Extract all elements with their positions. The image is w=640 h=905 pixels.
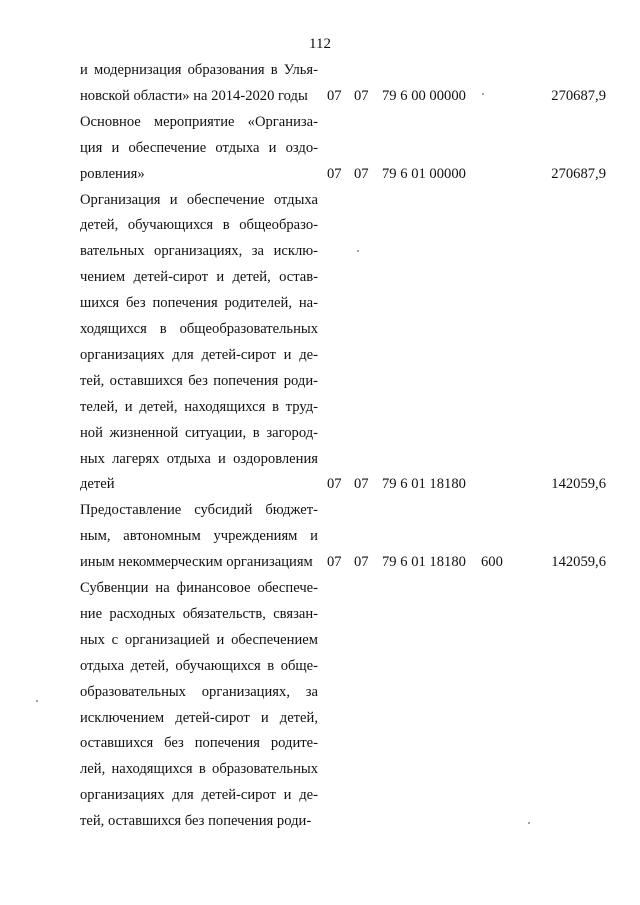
description-line: ние расходных обязательств, связан- bbox=[80, 605, 318, 622]
description-line: ция и обеспечение отдыха и оздо- bbox=[80, 139, 318, 156]
scan-speck bbox=[528, 822, 530, 824]
row-description bbox=[80, 576, 318, 835]
row-description bbox=[80, 498, 318, 576]
description-line: тей, оставшихся без попечения роди- bbox=[80, 372, 318, 389]
amount-value: 142059,6 bbox=[551, 554, 606, 571]
description-line: образовательных организациях, за bbox=[80, 683, 318, 700]
description-line: исключением детей-сирот и детей, bbox=[80, 709, 318, 726]
section-code: 07 bbox=[327, 476, 342, 493]
subsection-code: 07 bbox=[354, 476, 369, 493]
description-line: ных с организацией и обеспечением bbox=[80, 631, 318, 648]
description-line: организациях для детей-сирот и де- bbox=[80, 346, 318, 363]
description-line: отдыха детей, обучающихся в обще- bbox=[80, 657, 318, 674]
description-line: ной жизненной ситуации, в загород- bbox=[80, 424, 318, 441]
description-line: лей, находящихся в образовательных bbox=[80, 761, 318, 778]
description-line: тей, оставшихся без попечения роди- bbox=[80, 813, 312, 830]
description-line: телей, и детей, находящихся в труд- bbox=[80, 398, 318, 415]
section-code: 07 bbox=[327, 554, 342, 571]
subsection-code: 07 bbox=[354, 165, 369, 182]
description-line: новской области» на 2014-2020 годы bbox=[80, 87, 308, 104]
row-description bbox=[80, 188, 318, 499]
description-line: оставшихся без попечения родите- bbox=[80, 735, 318, 752]
description-line: Организация и обеспечение отдыха bbox=[80, 191, 318, 208]
description-line: ровления» bbox=[80, 165, 145, 182]
scan-speck bbox=[36, 700, 38, 702]
description-line: и модернизация образования в Улья- bbox=[80, 62, 318, 78]
section-code: 07 bbox=[327, 87, 342, 104]
description-line: ходящихся в общеобразовательных bbox=[80, 321, 318, 338]
target-article-code: 79 6 00 00000 bbox=[382, 87, 466, 104]
subsection-code: 07 bbox=[354, 554, 369, 571]
row-description bbox=[80, 110, 318, 188]
subsection-code: 07 bbox=[354, 87, 369, 104]
target-article-code: 79 6 01 18180 bbox=[382, 554, 466, 571]
row-description bbox=[80, 58, 318, 110]
scan-speck bbox=[357, 250, 359, 252]
description-line: детей bbox=[80, 476, 115, 493]
target-article-code: 79 6 01 18180 bbox=[382, 476, 466, 493]
description-line: иным некоммерческим организациям bbox=[80, 554, 313, 571]
description-line: чением детей-сирот и детей, остав- bbox=[80, 269, 318, 286]
page-number: 112 bbox=[309, 36, 331, 52]
expense-type-code: 600 bbox=[481, 554, 503, 571]
scan-speck bbox=[482, 93, 484, 95]
description-line: ных лагерях отдыха и оздоровления bbox=[80, 450, 318, 467]
description-line: шихся без попечения родителей, на- bbox=[80, 295, 318, 312]
description-line: Субвенции на финансовое обеспече- bbox=[80, 580, 318, 596]
target-article-code: 79 6 01 00000 bbox=[382, 165, 466, 182]
description-line: Основное мероприятие «Организа- bbox=[80, 113, 318, 130]
amount-value: 270687,9 bbox=[551, 165, 606, 182]
description-line: детей, обучающихся в общеобразо- bbox=[80, 217, 318, 234]
description-line: организациях для детей-сирот и де- bbox=[80, 787, 318, 804]
amount-value: 270687,9 bbox=[551, 87, 606, 104]
description-line: ным, автономным учреждениям и bbox=[80, 528, 318, 545]
description-line: Предоставление субсидий бюджет- bbox=[80, 502, 318, 519]
amount-value: 142059,6 bbox=[551, 476, 606, 493]
section-code: 07 bbox=[327, 165, 342, 182]
description-line: вательных организациях, за исклю- bbox=[80, 243, 318, 260]
